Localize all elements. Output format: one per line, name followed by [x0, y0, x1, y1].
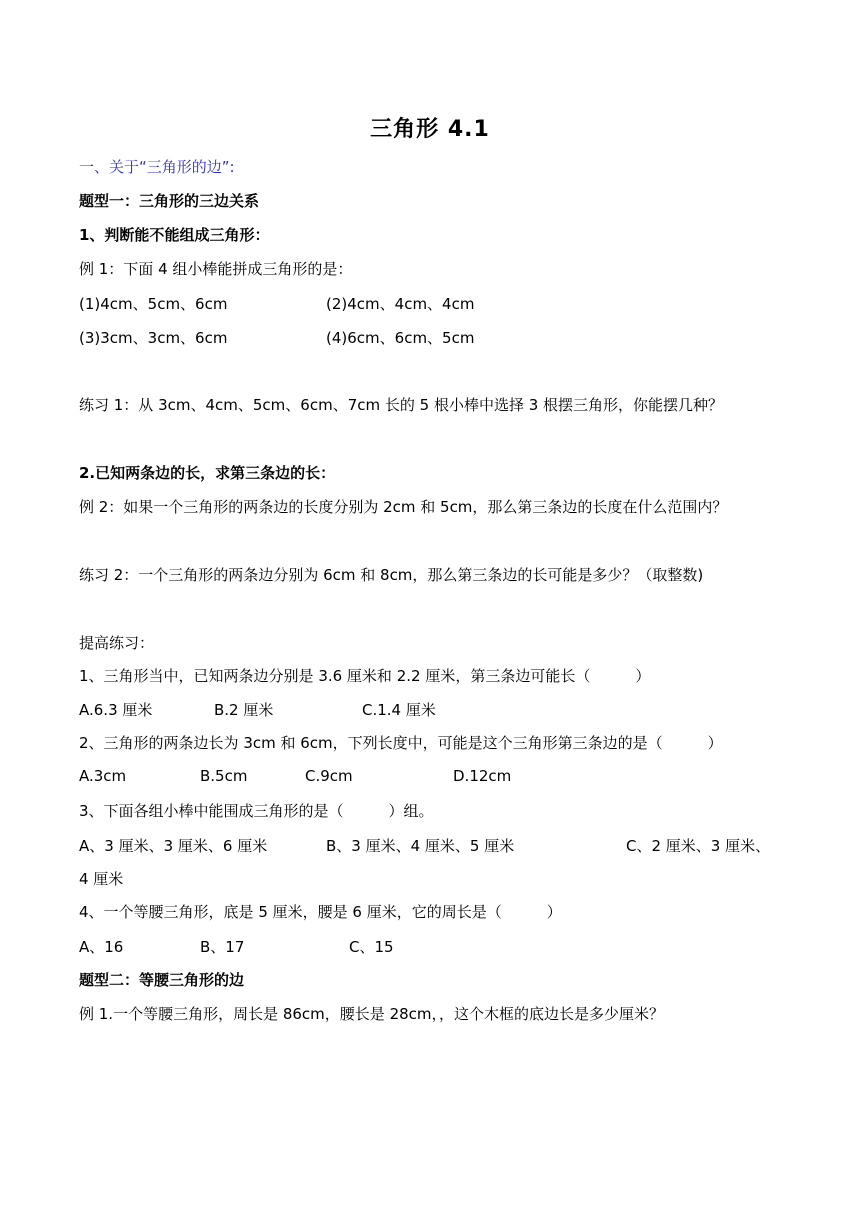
example1-option-2: (2)4cm、4cm、4cm — [326, 295, 475, 313]
advanced-question-3: 3、下面各组小棒中能围成三角形的是（ ）组。 — [79, 802, 434, 820]
example1-stem: 例 1：下面 4 组小棒能拼成三角形的是： — [79, 260, 353, 278]
advanced-q3-option-a: A、3 厘米、3 厘米、6 厘米 — [79, 837, 268, 855]
practice2: 练习 2：一个三角形的两条边分别为 6cm 和 8cm，那么第三条边的长可能是多少？（取整数) — [79, 566, 704, 584]
advanced-heading: 提高练习： — [79, 634, 155, 652]
advanced-q3-option-b: B、3 厘米、4 厘米、5 厘米 — [326, 837, 515, 855]
section-heading: 一、关于“三角形的边”: — [79, 158, 235, 176]
advanced-q4-option-b: B、17 — [200, 938, 245, 956]
type2-heading: 题型二：等腰三角形的边 — [79, 971, 245, 989]
document-title: 三角形 4.1 — [370, 117, 490, 142]
advanced-q2-option-c: C.9cm — [305, 767, 353, 785]
advanced-question-4: 4、一个等腰三角形，底是 5 厘米，腰是 6 厘米，它的周长是（ ） — [79, 903, 562, 921]
advanced-q4-option-a: A、16 — [79, 938, 124, 956]
advanced-q2-option-d: D.12cm — [453, 767, 512, 785]
question2-heading: 2.已知两条边的长，求第三条边的长： — [79, 464, 336, 482]
example2: 例 2：如果一个三角形的两条边的长度分别为 2cm 和 5cm，那么第三条边的长度在什么范围内？ — [79, 498, 728, 516]
example1-option-1: (1)4cm、5cm、6cm — [79, 295, 228, 313]
advanced-q1-option-a: A.6.3 厘米 — [79, 701, 153, 719]
advanced-q1-option-b: B.2 厘米 — [214, 701, 274, 719]
example1-option-4: (4)6cm、6cm、5cm — [326, 329, 475, 347]
advanced-q4-option-c: C、15 — [349, 938, 394, 956]
example1-option-3: (3)3cm、3cm、6cm — [79, 329, 228, 347]
advanced-q1-option-c: C.1.4 厘米 — [362, 701, 436, 719]
advanced-question-1: 1、三角形当中，已知两条边分别是 3.6 厘米和 2.2 厘米，第三条边可能长（ ） — [79, 667, 651, 685]
practice1: 练习 1：从 3cm、4cm、5cm、6cm、7cm 长的 5 根小棒中选择 3 根摆三角形，你能摆几种？ — [79, 396, 724, 414]
advanced-question-2: 2、三角形的两条边长为 3cm 和 6cm，下列长度中，可能是这个三角形第三条边的是（ ） — [79, 734, 723, 752]
type2-example1: 例 1.一个等腰三角形，周长是 86cm，腰长是 28cm，，这个木框的底边长是多少厘米？ — [79, 1005, 665, 1023]
advanced-q2-option-a: A.3cm — [79, 767, 127, 785]
advanced-q3-option-c-continued: 4 厘米 — [79, 870, 124, 888]
type1-heading: 题型一：三角形的三边关系 — [79, 192, 260, 210]
advanced-q2-option-b: B.5cm — [200, 767, 248, 785]
advanced-q3-option-c: C、2 厘米、3 厘米、 — [626, 837, 771, 855]
question1-heading: 1、判断能不能组成三角形： — [79, 226, 270, 244]
